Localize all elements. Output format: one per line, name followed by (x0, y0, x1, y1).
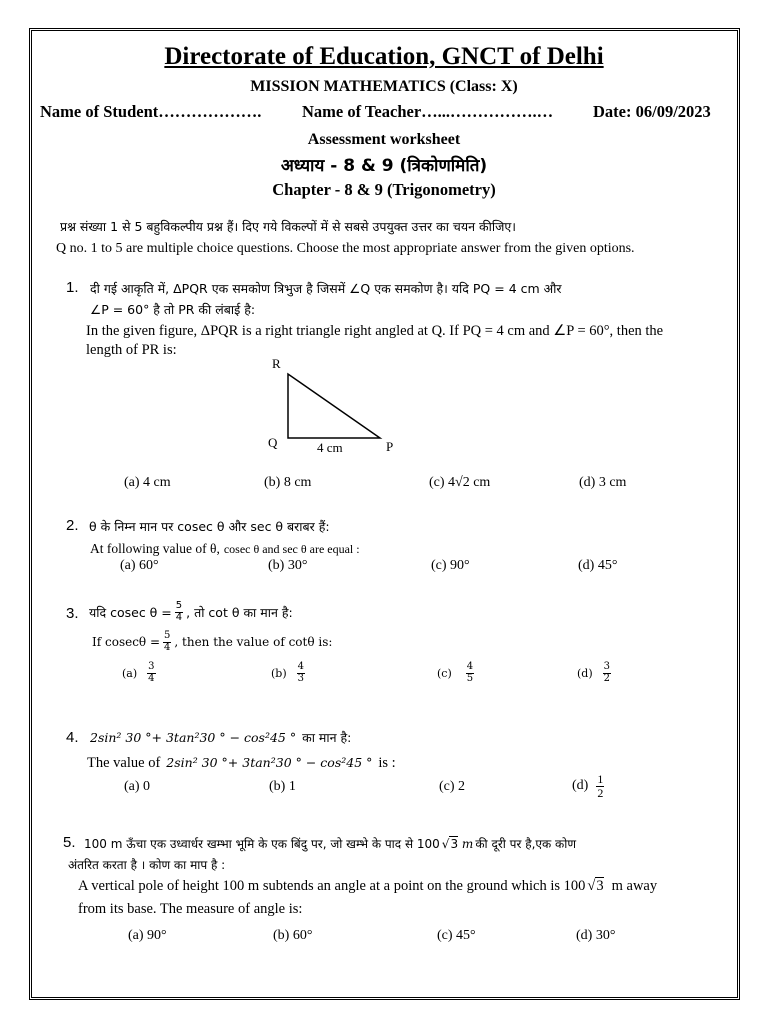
q2-english (90, 540, 360, 558)
q4-hindi (90, 729, 351, 746)
q1-option-b: (b) 8 cm (264, 475, 312, 490)
q1-hindi-line2: ∠P = 60° है तो PR की लंबाई है: (90, 302, 256, 317)
date-label: Date: 06/09/2023 (593, 102, 711, 121)
q3-number: 3. (66, 605, 79, 622)
q2-english-post: cosec θ and sec θ are equal : (223, 542, 360, 556)
q3-given-fraction (175, 601, 183, 623)
document-title: Directorate of Education, GNCT of Delhi (164, 43, 604, 70)
q1-hindi-line1: दी गई आकृति में, ΔPQR एक समकोण त्रिभुज है जिसमें ∠Q एक समकोण है। यदि PQ = 4 cm और (90, 281, 562, 296)
teacher-name-label: Name of Teacher…...…………….… (302, 102, 554, 121)
q3-hindi-pre: यदि cosec θ = (89, 604, 172, 620)
vertex-label-r: R (272, 356, 281, 371)
chapter-english-heading: Chapter - 8 & 9 (Trigonometry) (272, 180, 496, 199)
q2-number: 2. (66, 517, 79, 534)
q5-hindi-line1-post: की दूरी पर है,एक कोण (475, 837, 577, 851)
q4-option-d-num: 1 (597, 772, 604, 786)
q2-english-pre: At following value of θ, (90, 541, 220, 556)
q1-option-c: (c) 4√2 cm (429, 475, 491, 490)
q3-option-c-label: (c) (437, 666, 452, 680)
q3-english-pre: If cosecθ = (92, 635, 161, 649)
q2-option-a: (a) 60° (120, 558, 159, 573)
q5-hindi-sqrt: √3 m (441, 837, 474, 851)
q5-option-a: (a) 90° (128, 928, 167, 943)
q5-option-d: (d) 30° (576, 928, 616, 943)
q2-hindi: θ के निम्न मान पर cosec θ और sec θ बराबर हैं: (89, 519, 330, 534)
q3-english-num: 5 (164, 630, 171, 641)
vertex-label-p: P (386, 439, 394, 454)
q3-option-c-num: 4 (466, 661, 474, 672)
q4-option-b: (b) 1 (269, 779, 296, 794)
q4-english-pre: The value of (87, 755, 161, 771)
document-subtitle: MISSION MATHEMATICS (Class: X) (250, 78, 518, 95)
q3-option-d-label: (d) (577, 666, 593, 680)
q5-hindi-line1 (84, 835, 576, 852)
q1-english-line1: In the given figure, ΔPQR is a right triangle right angled at Q. If PQ = 4 cm and ∠P = 60°, then the (86, 323, 664, 339)
q4-option-a: (a) 0 (124, 779, 151, 794)
q4-english-post: is : (378, 755, 396, 771)
q3-option-b-num: 4 (297, 661, 304, 672)
triangle-pqr (288, 374, 380, 438)
q5-english-line1-pre: A vertical pole of height 100 m subtends an angle at a point on the ground which is 100 (78, 878, 586, 894)
instructions-english: Q no. 1 to 5 are multiple choice questions. Choose the most appropriate answer from the given options. (56, 241, 635, 256)
q4-option-d-den: 2 (597, 785, 604, 800)
q3-english (92, 631, 332, 653)
q4-hindi-post: का मान है: (302, 730, 352, 745)
q5-option-c: (c) 45° (437, 928, 476, 943)
q3-option-d-den: 2 (603, 672, 610, 684)
q4-number: 4. (66, 729, 79, 746)
instructions-hindi: प्रश्न संख्या 1 से 5 बहुविकल्पीय प्रश्न हैं। दिए गये विकल्पों में से सबसे उपयुक्त उत्तर का चयन कीजिए। (60, 219, 517, 234)
chapter-hindi-heading: अध्याय - 8 & 9 (त्रिकोणमिति) (280, 156, 488, 176)
q1-number: 1. (66, 279, 79, 296)
q3-hindi (89, 601, 293, 623)
q5-hindi-line2: अंतरित करता है । कोण का माप है : (68, 858, 226, 872)
q3-english-fraction (163, 631, 171, 653)
q4-option-c: (c) 2 (439, 779, 466, 794)
vertex-label-q: Q (268, 435, 278, 450)
q3-option-b (271, 662, 305, 684)
q3-given-num: 5 (175, 600, 183, 611)
q4-expression-hindi: 2sin² 30 °+ 3tan²30 ° − cos²45 ° (90, 730, 297, 745)
student-name-label: Name of Student………………. (40, 102, 262, 121)
q5-english-line2: from its base. The measure of angle is: (78, 901, 303, 917)
q1-english-line2: length of PR is: (86, 342, 177, 358)
q3-hindi-post: , तो cot θ का मान है: (186, 604, 293, 620)
q3-option-a (122, 662, 156, 684)
q3-english-post: , then the value of cotθ is: (174, 635, 333, 649)
q3-given-den: 4 (175, 611, 183, 623)
q5-english-line1 (78, 878, 657, 895)
q5-option-b: (b) 60° (273, 928, 313, 943)
q2-option-c: (c) 90° (431, 558, 470, 573)
q4-option-d-label: (d) (572, 778, 589, 794)
q1-triangle-figure (260, 352, 410, 462)
q3-option-a-label: (a) (122, 666, 138, 680)
q5-english-sqrt: √3 (587, 878, 604, 894)
q4-option-d (572, 773, 604, 799)
q5-number: 5. (63, 834, 76, 851)
q4-english (87, 755, 396, 772)
worksheet-heading: Assessment worksheet (307, 131, 461, 148)
q2-option-d: (d) 45° (578, 558, 618, 573)
q3-option-a-num: 3 (148, 661, 155, 672)
side-length-label: 4 cm (317, 440, 343, 455)
q2-option-b: (b) 30° (268, 558, 308, 573)
q1-option-d: (d) 3 cm (579, 475, 627, 490)
q3-option-d-num: 3 (603, 661, 610, 672)
q3-option-a-den: 4 (148, 672, 155, 684)
q3-option-b-label: (b) (271, 666, 287, 680)
q5-english-line1-post: m away (611, 878, 658, 894)
q3-option-c (437, 662, 474, 684)
q3-option-b-den: 3 (297, 672, 304, 684)
q1-option-a: (a) 4 cm (124, 475, 171, 490)
q4-expression-english: 2sin² 30 °+ 3tan²30 ° − cos²45 ° (166, 755, 373, 770)
q5-hindi-line1-pre: 100 m ऊँचा एक उध्वार्धर खम्भा भूमि के एक बिंदु पर, जो खम्भे के पाद से 100 (84, 837, 440, 851)
q3-option-c-den: 5 (466, 672, 474, 684)
q3-english-den: 4 (164, 641, 171, 653)
q3-option-d (577, 662, 611, 684)
